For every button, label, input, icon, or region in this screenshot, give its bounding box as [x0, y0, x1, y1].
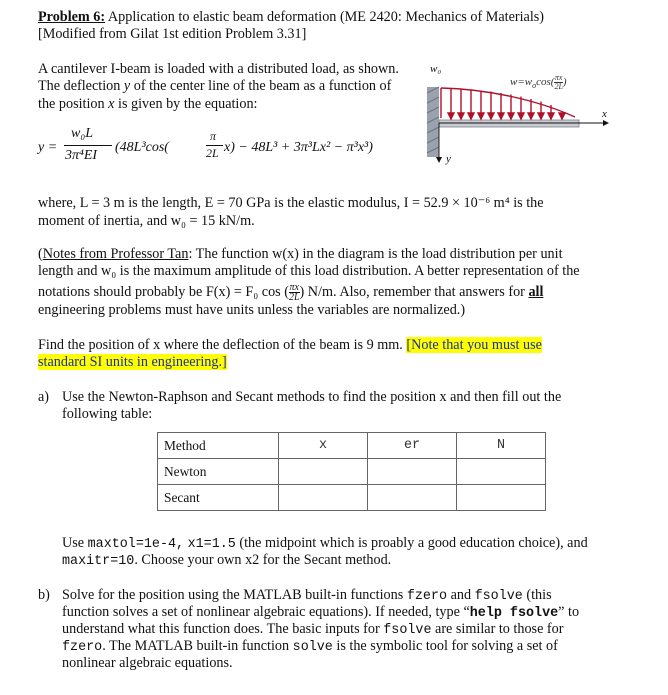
part-b-label: b) — [38, 587, 50, 603]
row-newton-x[interactable] — [279, 459, 368, 485]
table-row — [158, 485, 546, 511]
eq-frac-den: 3π⁴EI — [65, 148, 98, 163]
notes-frac-num: πx — [289, 282, 299, 293]
part-a-label: a) — [38, 389, 50, 405]
part-b-text: . The MATLAB built-in function — [102, 638, 293, 654]
eq-body-b: x) − 48L³ + 3π³Lx² − π³x³) — [224, 140, 373, 155]
problem-label: Problem 6: — [38, 9, 106, 25]
part-b-text: are similar to those for — [431, 621, 564, 637]
notes-line-1 — [38, 246, 563, 263]
notes-text: : The function w(x) in the diagram is the load distribution per unit — [188, 246, 563, 262]
part-b-text: function solves a set of nonlinear algebraic equations). If needed, type “ — [62, 604, 470, 620]
load-label-sub: o — [532, 81, 537, 91]
part-b-line-1 — [62, 587, 552, 605]
row-secant-n[interactable] — [457, 485, 546, 511]
intro-line-2 — [38, 78, 391, 95]
part-a-line-2: following table: — [62, 406, 153, 422]
notes-line-2: length and w₀ is the maximum amplitude of this load distribution. A better representation of the — [38, 263, 580, 279]
use-line-2 — [62, 552, 391, 570]
part-b-line-2 — [62, 604, 579, 622]
where-line-1: where, L = 3 m is the length, E = 70 GPa is the elastic modulus, I = 52.9 × 10⁻⁶ m⁴ is the — [38, 195, 544, 211]
use-line-1 — [62, 535, 588, 553]
part-b-text: (this — [522, 587, 552, 603]
part-b-text: ” to — [558, 604, 580, 620]
code-solve: solve — [292, 640, 333, 655]
part-b-line-3 — [62, 621, 563, 639]
part-a-line-1: Use the Newton-Raphson and Secant methods to find the position x and then fill out the — [62, 389, 562, 405]
use-text: . Choose your own x2 for the Secant method. — [134, 552, 392, 568]
eq-body-a: (48L³cos( — [115, 140, 169, 155]
header-n: N — [457, 433, 546, 459]
find-line-1 — [38, 337, 542, 354]
find-note-highlight-2: standard SI units in engineering.] — [38, 354, 227, 370]
code-fsolve: fsolve — [474, 589, 523, 604]
row-secant-method: Secant — [158, 485, 279, 511]
diagram-x-label: x — [602, 108, 607, 120]
intro-text: The deflection — [38, 78, 124, 94]
notes-line-3 — [38, 283, 543, 302]
results-table — [157, 432, 546, 511]
load-label-w: w=w — [510, 76, 533, 89]
use-text: (the midpoint which is proably a good education choice), and — [235, 535, 588, 551]
find-line-2 — [38, 354, 227, 371]
load-label-close: ) — [562, 76, 567, 89]
part-b-text: Solve for the position using the MATLAB built-in functions — [62, 587, 407, 603]
find-note-highlight: [Note that you must use — [406, 337, 542, 353]
notes-text: ) N/m. Also, remember that answers for — [299, 283, 529, 300]
intro-text: the position — [38, 96, 109, 112]
row-secant-x[interactable] — [279, 485, 368, 511]
load-label-cos: cos( — [536, 76, 555, 89]
load-label-frac — [554, 74, 562, 91]
code-maxitr: maxitr=10 — [62, 554, 135, 569]
part-b-text: is the symbolic tool for solving a set of — [332, 638, 558, 654]
part-b-text: and — [447, 587, 475, 603]
notes-from-professor: Notes from Professor Tan — [42, 246, 189, 262]
load-arrows — [448, 89, 565, 120]
code-x1: x1=1.5 — [187, 537, 236, 552]
where-line-2: moment of inertia, and w₀ = 15 kN/m. — [38, 213, 255, 229]
diagram-w0-label: w₀ — [430, 63, 442, 75]
eq-lhs: y = — [38, 140, 58, 155]
intro-text: of the center line of the beam as a function of — [130, 78, 392, 94]
intro-line-3 — [38, 96, 258, 113]
diagram-y-label: y — [446, 153, 451, 165]
header-er: er — [368, 433, 457, 459]
row-newton-er[interactable] — [368, 459, 457, 485]
eq-inner-num: π — [210, 129, 217, 143]
y-axis-arrow — [436, 157, 442, 163]
code-fzero: fzero — [406, 589, 448, 604]
eq-frac-bar — [64, 145, 112, 146]
problem-title-text: Application to elastic beam deformation (ME 2420: Mechanics of Materials) — [105, 9, 545, 25]
diagram-load-label — [510, 74, 567, 91]
code-fsolve-2: fsolve — [383, 623, 432, 638]
x-axis-arrow — [603, 120, 609, 126]
problem-title — [38, 9, 544, 26]
eq-inner-den: 2L — [206, 146, 219, 160]
var-y: y — [123, 78, 131, 94]
row-newton-method: Newton — [158, 459, 279, 485]
intro-text: is given by the equation: — [114, 96, 258, 112]
intro-line-1: A cantilever I-beam is loaded with a distributed load, as shown. — [38, 61, 399, 77]
code-help-fsolve: help fsolve — [469, 606, 559, 621]
find-text: Find the position of x where the deflection of the beam is 9 mm. — [38, 337, 407, 353]
code-maxtol: maxtol=1e-4, — [87, 537, 185, 552]
row-secant-er[interactable] — [368, 485, 457, 511]
notes-line-4: engineering problems must have units unless the variables are normalized.) — [38, 302, 466, 318]
header-x: x — [279, 433, 368, 459]
table-row — [158, 459, 546, 485]
notes-text: notations should probably be F(x) = F₀ cos ( — [38, 283, 289, 300]
notes-frac — [289, 283, 300, 302]
part-b-line-4 — [62, 638, 558, 656]
load-frac-den: 2L — [554, 82, 563, 91]
eq-frac-num: w₀L — [71, 126, 93, 141]
notes-frac-den: 2L — [288, 292, 300, 303]
i-beam — [439, 120, 579, 127]
problem-subtitle: [Modified from Gilat 1st edition Problem 3.31] — [38, 26, 307, 42]
part-b-line-5: nonlinear algebraic equations. — [62, 655, 233, 671]
header-method: Method — [158, 433, 279, 459]
table-header-row — [158, 433, 546, 459]
notes-all-emphasis: all — [528, 283, 544, 300]
use-text: Use — [62, 535, 88, 551]
part-b-text: understand what this function does. The basic inputs for — [62, 621, 384, 637]
row-newton-n[interactable] — [457, 459, 546, 485]
notes-text: ( — [38, 246, 43, 262]
code-fzero-2: fzero — [62, 640, 103, 655]
var-x: x — [108, 96, 115, 112]
load-frac-num: πx — [554, 73, 563, 82]
